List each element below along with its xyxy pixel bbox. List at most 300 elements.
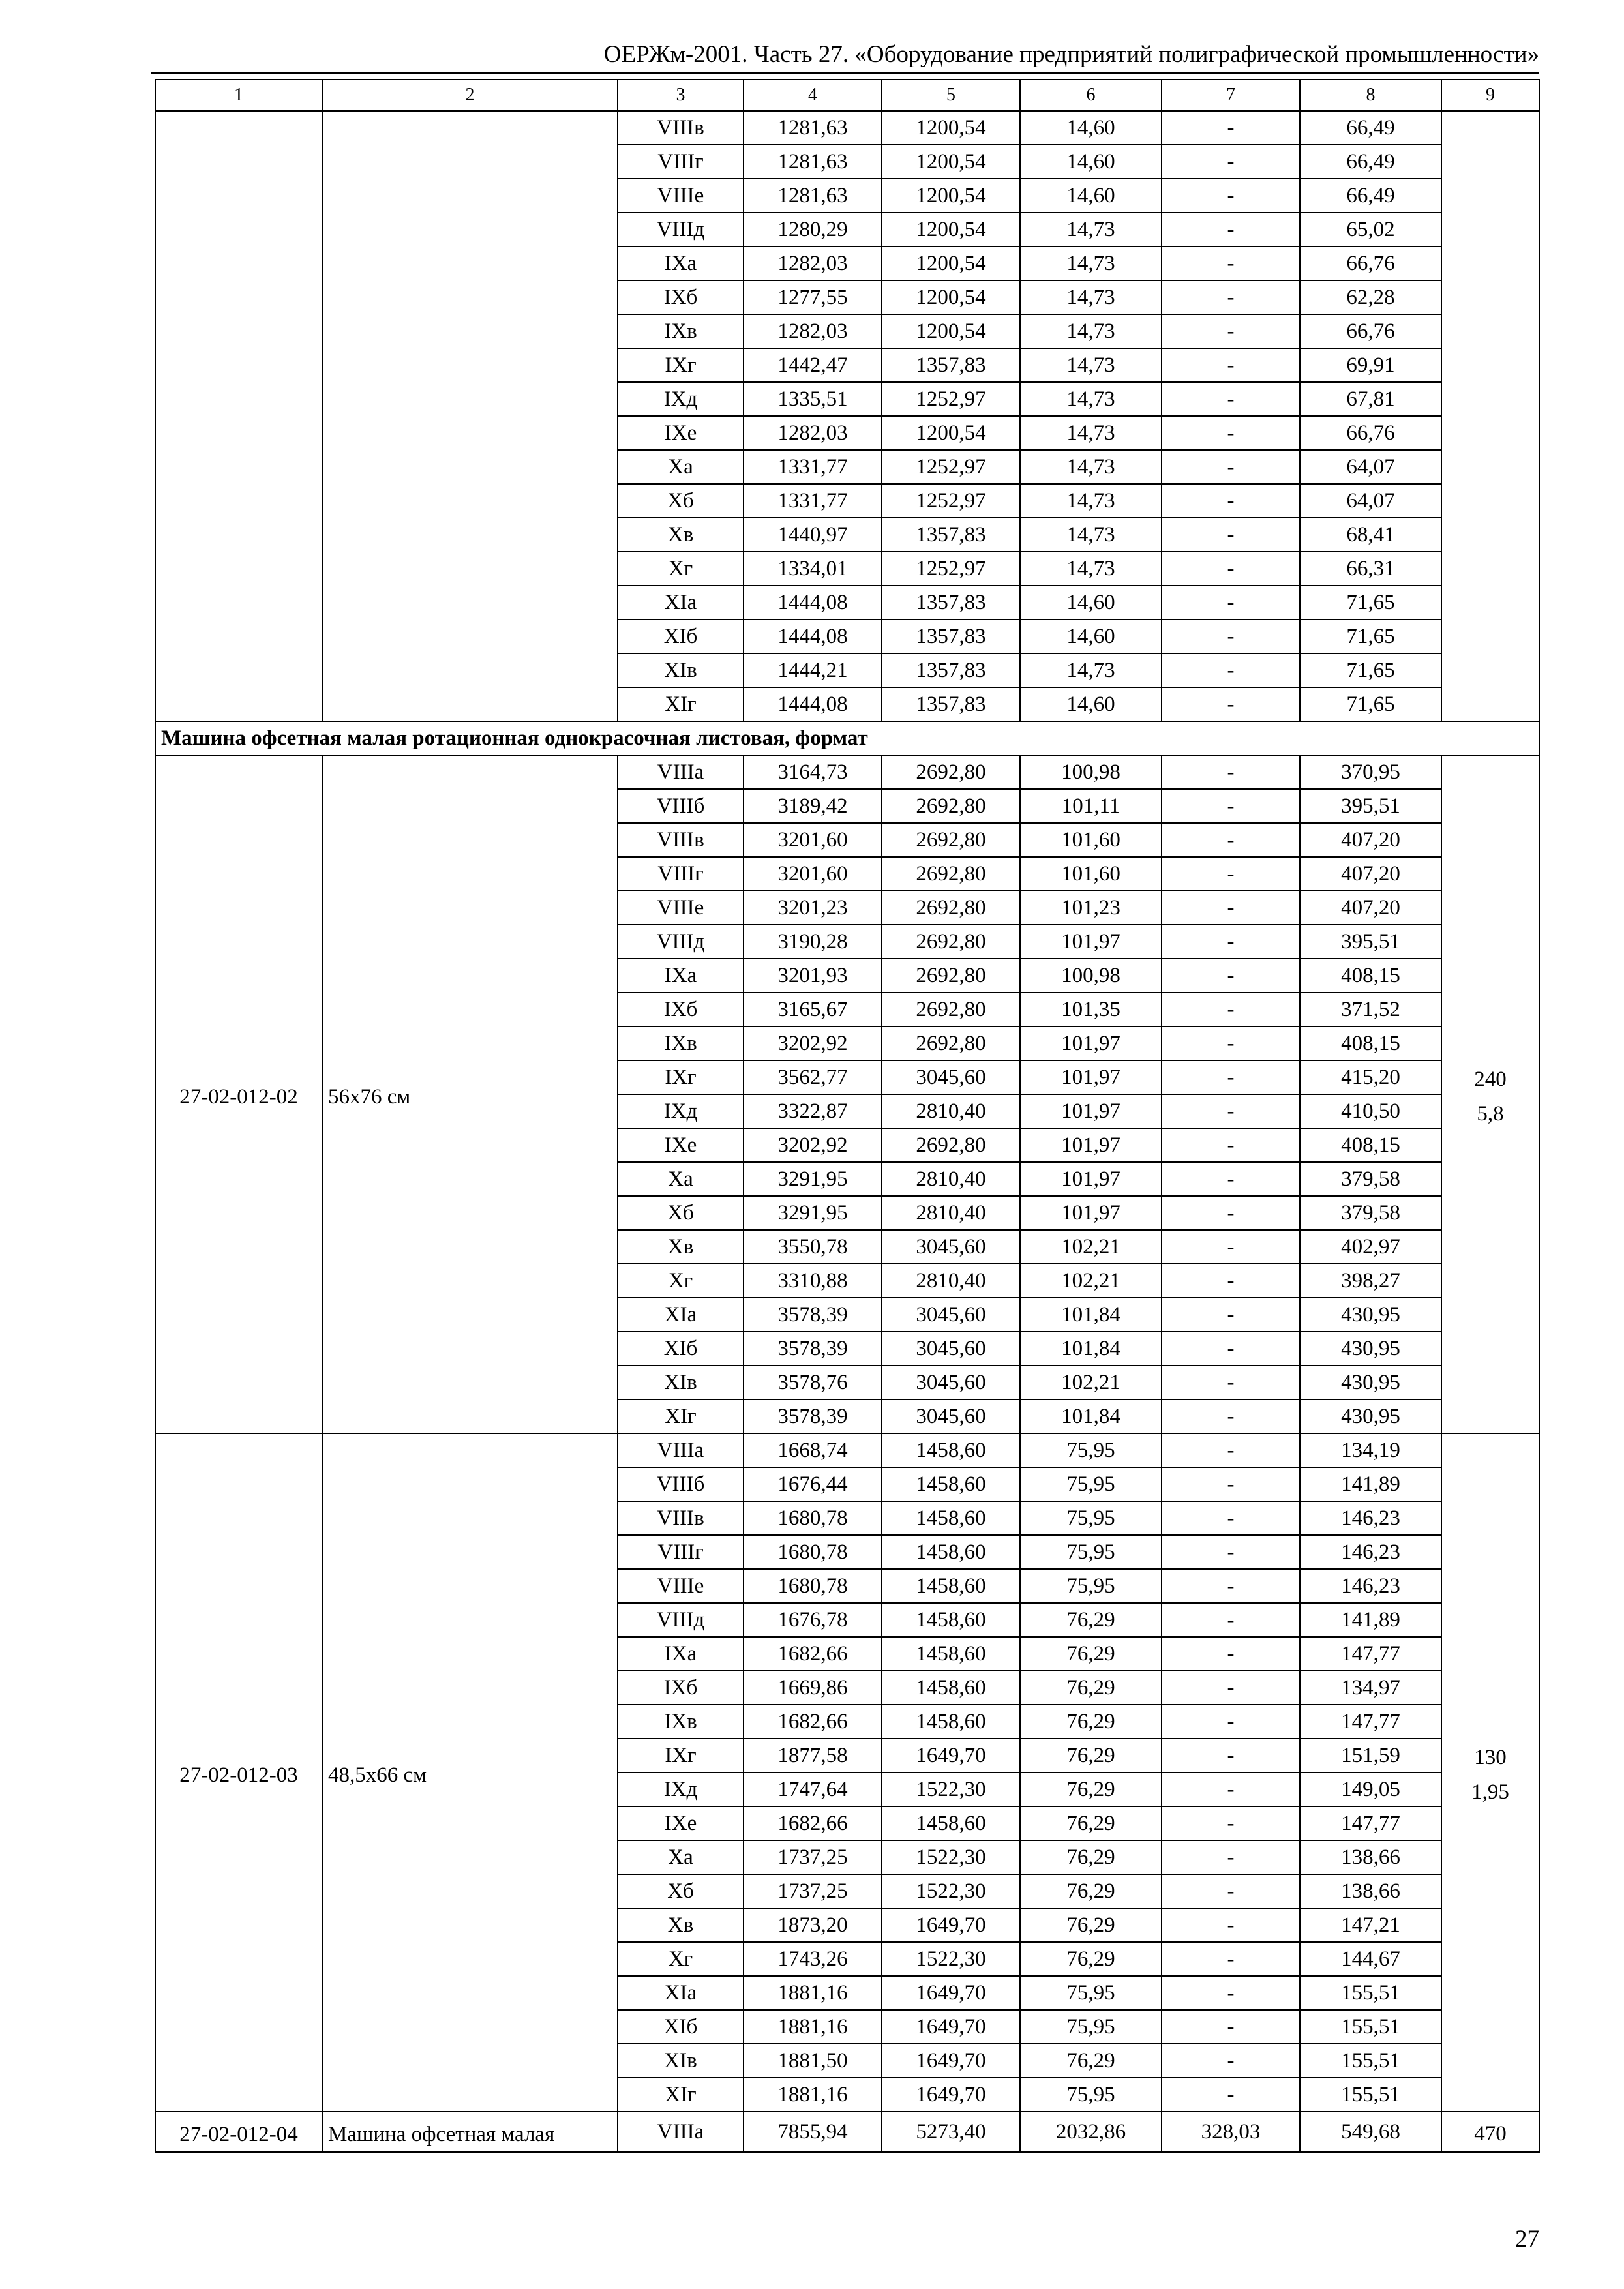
cost-cell: 1440,97 — [744, 518, 882, 552]
zone-code: XIв — [618, 1366, 744, 1399]
zone-code: Xа — [618, 450, 744, 484]
cost-cell: 66,76 — [1300, 247, 1441, 280]
cost-cell: 101,60 — [1020, 857, 1162, 891]
cost-cell: 141,89 — [1300, 1603, 1441, 1637]
cost-cell: 2692,80 — [882, 993, 1020, 1026]
table-row — [155, 2112, 1539, 2152]
zone-code: IXд — [618, 1094, 744, 1128]
cost-cell: 3322,87 — [744, 1094, 882, 1128]
cost-cell: - — [1162, 1399, 1300, 1433]
cost-cell: 407,20 — [1300, 823, 1441, 857]
cost-cell: 69,91 — [1300, 348, 1441, 382]
zone-code: VIIIб — [618, 1467, 744, 1501]
cost-cell: 1649,70 — [882, 2010, 1020, 2044]
zone-code: IXг — [618, 1739, 744, 1773]
zone-code: XIб — [618, 1332, 744, 1366]
cost-cell: 14,60 — [1020, 687, 1162, 721]
cost-cell: 3045,60 — [882, 1060, 1020, 1094]
cost-cell: - — [1162, 1773, 1300, 1806]
rate-description: 48,5х66 см — [322, 1433, 618, 2112]
cost-cell: 3165,67 — [744, 993, 882, 1026]
zone-code: VIIIд — [618, 1603, 744, 1637]
cost-cell: 3164,73 — [744, 755, 882, 789]
zone-code: IXа — [618, 959, 744, 993]
cost-cell: 379,58 — [1300, 1162, 1441, 1196]
zone-code: VIIIг — [618, 857, 744, 891]
zone-code: IXа — [618, 1637, 744, 1671]
cost-cell: 408,15 — [1300, 1026, 1441, 1060]
cost-cell: 328,03 — [1162, 2112, 1300, 2152]
cost-cell: 1458,60 — [882, 1671, 1020, 1705]
zone-code: VIIIв — [618, 823, 744, 857]
cost-cell: 410,50 — [1300, 1094, 1441, 1128]
cost-cell: 66,49 — [1300, 179, 1441, 213]
cost-cell: 3550,78 — [744, 1230, 882, 1264]
cost-cell: - — [1162, 484, 1300, 518]
extra-value: 5,8 — [1477, 1101, 1504, 1126]
cost-cell: 1737,25 — [744, 1874, 882, 1908]
zone-code: XIб — [618, 620, 744, 653]
cost-cell: 3562,77 — [744, 1060, 882, 1094]
cost-cell: 3310,88 — [744, 1264, 882, 1298]
zone-code: VIIIд — [618, 925, 744, 959]
zone-code: VIIIв — [618, 1501, 744, 1535]
cost-cell: 1252,97 — [882, 382, 1020, 416]
cost-cell: 1649,70 — [882, 1908, 1020, 1942]
cost-cell: 2692,80 — [882, 755, 1020, 789]
cost-cell: 14,73 — [1020, 213, 1162, 247]
cost-cell: 147,77 — [1300, 1806, 1441, 1840]
zone-code: Xв — [618, 1230, 744, 1264]
cost-cell: - — [1162, 1806, 1300, 1840]
cost-cell: 1881,50 — [744, 2044, 882, 2078]
cost-cell: 3045,60 — [882, 1399, 1020, 1433]
cost-cell: 1458,60 — [882, 1433, 1020, 1467]
cost-cell: 3202,92 — [744, 1128, 882, 1162]
cost-cell: 2692,80 — [882, 857, 1020, 891]
zone-code: Xв — [618, 518, 744, 552]
cost-cell: 75,95 — [1020, 2010, 1162, 2044]
column-number: 9 — [1441, 80, 1539, 111]
zone-code: IXе — [618, 1128, 744, 1162]
cost-cell: - — [1162, 314, 1300, 348]
cost-cell: 14,73 — [1020, 314, 1162, 348]
zone-code: IXе — [618, 1806, 744, 1840]
cost-cell: 2692,80 — [882, 789, 1020, 823]
cost-cell: 155,51 — [1300, 2044, 1441, 2078]
cost-cell: 101,35 — [1020, 993, 1162, 1026]
cost-cell: 1200,54 — [882, 213, 1020, 247]
cost-cell: 1649,70 — [882, 2078, 1020, 2112]
cost-cell: 1649,70 — [882, 1739, 1020, 1773]
zone-code: XIв — [618, 653, 744, 687]
cost-cell: 3190,28 — [744, 925, 882, 959]
cost-cell: 1357,83 — [882, 620, 1020, 653]
cost-cell: - — [1162, 1366, 1300, 1399]
cost-cell: 102,21 — [1020, 1230, 1162, 1264]
cost-cell: 3578,39 — [744, 1332, 882, 1366]
cost-cell: 75,95 — [1020, 1433, 1162, 1467]
cost-cell: 1357,83 — [882, 586, 1020, 620]
cost-cell: - — [1162, 1535, 1300, 1569]
cost-cell: 1200,54 — [882, 416, 1020, 450]
zone-code: IXа — [618, 247, 744, 280]
cost-cell: - — [1162, 1671, 1300, 1705]
cost-cell: 138,66 — [1300, 1840, 1441, 1874]
cost-cell: 151,59 — [1300, 1739, 1441, 1773]
cost-cell: 101,11 — [1020, 789, 1162, 823]
zone-code: IXв — [618, 1705, 744, 1739]
cost-cell: 1458,60 — [882, 1637, 1020, 1671]
cost-cell: 14,73 — [1020, 653, 1162, 687]
cost-cell: - — [1162, 213, 1300, 247]
rate-code: 27-02-012-04 — [155, 2112, 322, 2152]
cost-cell: 1877,58 — [744, 1739, 882, 1773]
cost-cell: 1444,08 — [744, 586, 882, 620]
table-row — [155, 111, 1539, 145]
cost-cell: 1522,30 — [882, 1840, 1020, 1874]
cost-cell: 407,20 — [1300, 857, 1441, 891]
column-number: 8 — [1300, 80, 1441, 111]
cost-cell: - — [1162, 1840, 1300, 1874]
cost-cell: 101,97 — [1020, 1162, 1162, 1196]
cost-cell: 71,65 — [1300, 586, 1441, 620]
cost-cell: 101,97 — [1020, 1026, 1162, 1060]
cost-cell: 101,97 — [1020, 1128, 1162, 1162]
rate-code — [155, 111, 322, 721]
cost-cell: 75,95 — [1020, 1569, 1162, 1603]
cost-cell: 155,51 — [1300, 2078, 1441, 2112]
cost-cell: 2810,40 — [882, 1264, 1020, 1298]
zone-code: VIIIв — [618, 111, 744, 145]
cost-cell: 371,52 — [1300, 993, 1441, 1026]
cost-cell: - — [1162, 586, 1300, 620]
zone-code: VIIIг — [618, 1535, 744, 1569]
cost-cell: 402,97 — [1300, 1230, 1441, 1264]
cost-cell: 395,51 — [1300, 925, 1441, 959]
cost-cell: - — [1162, 1874, 1300, 1908]
zone-code: XIг — [618, 2078, 744, 2112]
cost-cell: 76,29 — [1020, 1840, 1162, 1874]
cost-cell: 14,73 — [1020, 518, 1162, 552]
cost-cell: 1200,54 — [882, 247, 1020, 280]
cost-cell: 7855,94 — [744, 2112, 882, 2152]
cost-cell: 76,29 — [1020, 1942, 1162, 1976]
zone-code: VIIIд — [618, 213, 744, 247]
cost-cell: - — [1162, 1501, 1300, 1535]
cost-cell: 66,76 — [1300, 416, 1441, 450]
cost-cell: 2810,40 — [882, 1094, 1020, 1128]
zone-code: XIв — [618, 2044, 744, 2078]
cost-cell: 68,41 — [1300, 518, 1441, 552]
cost-cell: - — [1162, 1162, 1300, 1196]
cost-cell: 398,27 — [1300, 1264, 1441, 1298]
cost-cell: 149,05 — [1300, 1773, 1441, 1806]
cost-cell: - — [1162, 518, 1300, 552]
cost-cell: 144,67 — [1300, 1942, 1441, 1976]
cost-cell: 5273,40 — [882, 2112, 1020, 2152]
zone-code: IXд — [618, 1773, 744, 1806]
page-number: 27 — [1515, 2226, 1539, 2252]
cost-cell: - — [1162, 280, 1300, 314]
cost-cell: 1458,60 — [882, 1806, 1020, 1840]
extra-value: 470 — [1474, 2122, 1507, 2146]
cost-cell: 3201,60 — [744, 857, 882, 891]
cost-cell: 101,97 — [1020, 925, 1162, 959]
cost-cell: 1682,66 — [744, 1806, 882, 1840]
cost-cell: - — [1162, 1196, 1300, 1230]
cost-cell: 138,66 — [1300, 1874, 1441, 1908]
cost-cell: 101,23 — [1020, 891, 1162, 925]
cost-cell: 3202,92 — [744, 1026, 882, 1060]
cost-cell: - — [1162, 1569, 1300, 1603]
cost-cell: 67,81 — [1300, 382, 1441, 416]
cost-cell: 2692,80 — [882, 891, 1020, 925]
cost-cell: 14,60 — [1020, 179, 1162, 213]
rate-description: 56х76 см — [322, 755, 618, 1433]
cost-cell: 155,51 — [1300, 2010, 1441, 2044]
cost-cell: - — [1162, 348, 1300, 382]
cost-cell: 2692,80 — [882, 1026, 1020, 1060]
cost-cell: 1331,77 — [744, 450, 882, 484]
cost-cell: - — [1162, 1739, 1300, 1773]
cost-cell: 64,07 — [1300, 450, 1441, 484]
cost-cell: - — [1162, 1128, 1300, 1162]
cost-cell: 1281,63 — [744, 111, 882, 145]
zone-code: XIа — [618, 1976, 744, 2010]
table-row — [155, 1433, 1539, 1467]
cost-cell: 71,65 — [1300, 620, 1441, 653]
cost-cell: 2692,80 — [882, 925, 1020, 959]
price-table-body — [155, 80, 1539, 2152]
extra-values — [1441, 1433, 1539, 2112]
cost-cell: 75,95 — [1020, 1467, 1162, 1501]
cost-cell: 66,76 — [1300, 314, 1441, 348]
column-number: 4 — [744, 80, 882, 111]
cost-cell: 14,73 — [1020, 484, 1162, 518]
cost-cell: 101,84 — [1020, 1298, 1162, 1332]
cost-cell: 1680,78 — [744, 1501, 882, 1535]
cost-cell: 1458,60 — [882, 1467, 1020, 1501]
cost-cell: 1442,47 — [744, 348, 882, 382]
cost-cell: - — [1162, 1637, 1300, 1671]
cost-cell: 3045,60 — [882, 1366, 1020, 1399]
cost-cell: 1282,03 — [744, 416, 882, 450]
cost-cell: - — [1162, 620, 1300, 653]
price-table — [155, 79, 1540, 2153]
cost-cell: - — [1162, 2010, 1300, 2044]
cost-cell: 75,95 — [1020, 1501, 1162, 1535]
zone-code: IXв — [618, 314, 744, 348]
cost-cell: - — [1162, 1230, 1300, 1264]
cost-cell: - — [1162, 1060, 1300, 1094]
cost-cell: 1743,26 — [744, 1942, 882, 1976]
extra-value: 240 — [1474, 1067, 1507, 1091]
cost-cell: 66,31 — [1300, 552, 1441, 586]
cost-cell: 14,60 — [1020, 586, 1162, 620]
cost-cell: - — [1162, 1332, 1300, 1366]
zone-code: VIIIб — [618, 789, 744, 823]
cost-cell: 75,95 — [1020, 2078, 1162, 2112]
zone-code: XIа — [618, 1298, 744, 1332]
rate-description: Машина офсетная малая — [322, 2112, 618, 2152]
column-number: 1 — [155, 80, 322, 111]
cost-cell: - — [1162, 552, 1300, 586]
cost-cell: 430,95 — [1300, 1366, 1441, 1399]
cost-cell: 2692,80 — [882, 1128, 1020, 1162]
cost-cell: 76,29 — [1020, 2044, 1162, 2078]
extra-value: 130 — [1474, 1745, 1507, 1769]
cost-cell: 3291,95 — [744, 1162, 882, 1196]
cost-cell: 76,29 — [1020, 1806, 1162, 1840]
cost-cell: 62,28 — [1300, 280, 1441, 314]
cost-cell: - — [1162, 925, 1300, 959]
cost-cell: 64,07 — [1300, 484, 1441, 518]
cost-cell: 430,95 — [1300, 1332, 1441, 1366]
cost-cell: - — [1162, 1298, 1300, 1332]
extra-values — [1441, 755, 1539, 1433]
cost-cell: 141,89 — [1300, 1467, 1441, 1501]
cost-cell: 1522,30 — [882, 1942, 1020, 1976]
cost-cell: 3201,60 — [744, 823, 882, 857]
cost-cell: 2032,86 — [1020, 2112, 1162, 2152]
cost-cell: 76,29 — [1020, 1773, 1162, 1806]
column-number: 7 — [1162, 80, 1300, 111]
cost-cell: - — [1162, 2044, 1300, 2078]
cost-cell: 1357,83 — [882, 518, 1020, 552]
zone-code: IXд — [618, 382, 744, 416]
cost-cell: 1458,60 — [882, 1535, 1020, 1569]
cost-cell: - — [1162, 1433, 1300, 1467]
cost-cell: 66,49 — [1300, 145, 1441, 179]
cost-cell: - — [1162, 653, 1300, 687]
cost-cell: 1444,08 — [744, 620, 882, 653]
zone-code: Xа — [618, 1840, 744, 1874]
table-row — [155, 755, 1539, 789]
cost-cell: 1357,83 — [882, 687, 1020, 721]
column-number: 2 — [322, 80, 618, 111]
cost-cell: - — [1162, 789, 1300, 823]
cost-cell: 370,95 — [1300, 755, 1441, 789]
cost-cell: 415,20 — [1300, 1060, 1441, 1094]
zone-code: Xг — [618, 1942, 744, 1976]
zone-code: XIа — [618, 586, 744, 620]
cost-cell: 1669,86 — [744, 1671, 882, 1705]
cost-cell: - — [1162, 687, 1300, 721]
cost-cell: 1522,30 — [882, 1874, 1020, 1908]
cost-cell: 1881,16 — [744, 2010, 882, 2044]
cost-cell: 407,20 — [1300, 891, 1441, 925]
cost-cell: 379,58 — [1300, 1196, 1441, 1230]
cost-cell: 3291,95 — [744, 1196, 882, 1230]
cost-cell: - — [1162, 1908, 1300, 1942]
extra-values — [1441, 2112, 1539, 2152]
cost-cell: 1277,55 — [744, 280, 882, 314]
cost-cell: 1252,97 — [882, 484, 1020, 518]
cost-cell: - — [1162, 416, 1300, 450]
cost-cell: 75,95 — [1020, 1535, 1162, 1569]
cost-cell: 76,29 — [1020, 1603, 1162, 1637]
cost-cell: - — [1162, 1942, 1300, 1976]
price-table-container — [155, 79, 1540, 2153]
cost-cell: 1281,63 — [744, 179, 882, 213]
cost-cell: 101,84 — [1020, 1332, 1162, 1366]
cost-cell: - — [1162, 1467, 1300, 1501]
cost-cell: - — [1162, 857, 1300, 891]
cost-cell: 14,73 — [1020, 416, 1162, 450]
cost-cell: 1252,97 — [882, 450, 1020, 484]
cost-cell: - — [1162, 247, 1300, 280]
cost-cell: 1200,54 — [882, 145, 1020, 179]
rate-description — [322, 111, 618, 721]
zone-code: IXб — [618, 993, 744, 1026]
cost-cell: 1444,21 — [744, 653, 882, 687]
cost-cell: 2810,40 — [882, 1196, 1020, 1230]
cost-cell: 2810,40 — [882, 1162, 1020, 1196]
cost-cell: 1282,03 — [744, 247, 882, 280]
zone-code: XIб — [618, 2010, 744, 2044]
cost-cell: 101,60 — [1020, 823, 1162, 857]
cost-cell: - — [1162, 111, 1300, 145]
cost-cell: 100,98 — [1020, 959, 1162, 993]
zone-code: VIIIа — [618, 1433, 744, 1467]
cost-cell: 76,29 — [1020, 1908, 1162, 1942]
cost-cell: 3578,76 — [744, 1366, 882, 1399]
cost-cell: 1335,51 — [744, 382, 882, 416]
cost-cell: - — [1162, 382, 1300, 416]
cost-cell: 134,19 — [1300, 1433, 1441, 1467]
cost-cell: 14,73 — [1020, 382, 1162, 416]
cost-cell: 430,95 — [1300, 1399, 1441, 1433]
cost-cell: 2692,80 — [882, 823, 1020, 857]
zone-code: VIIIе — [618, 1569, 744, 1603]
section-title-row — [155, 721, 1539, 755]
rate-code: 27-02-012-02 — [155, 755, 322, 1433]
zone-code: VIIIе — [618, 891, 744, 925]
zone-code: IXб — [618, 1671, 744, 1705]
zone-code: IXв — [618, 1026, 744, 1060]
cost-cell: 1282,03 — [744, 314, 882, 348]
cost-cell: 1357,83 — [882, 348, 1020, 382]
cost-cell: 1680,78 — [744, 1535, 882, 1569]
cost-cell: 1649,70 — [882, 1976, 1020, 2010]
cost-cell: 1280,29 — [744, 213, 882, 247]
cost-cell: 14,60 — [1020, 145, 1162, 179]
cost-cell: - — [1162, 2078, 1300, 2112]
zone-code: XIг — [618, 1399, 744, 1433]
cost-cell: 76,29 — [1020, 1671, 1162, 1705]
cost-cell: 147,21 — [1300, 1908, 1441, 1942]
cost-cell: 1200,54 — [882, 179, 1020, 213]
cost-cell: - — [1162, 959, 1300, 993]
cost-cell: - — [1162, 993, 1300, 1026]
zone-code: Xб — [618, 1196, 744, 1230]
zone-code: VIIIа — [618, 2112, 744, 2152]
cost-cell: 71,65 — [1300, 687, 1441, 721]
cost-cell: 76,29 — [1020, 1739, 1162, 1773]
cost-cell: 76,29 — [1020, 1637, 1162, 1671]
cost-cell: - — [1162, 1026, 1300, 1060]
rate-code: 27-02-012-03 — [155, 1433, 322, 2112]
cost-cell: 1331,77 — [744, 484, 882, 518]
cost-cell: 134,97 — [1300, 1671, 1441, 1705]
cost-cell: 14,73 — [1020, 247, 1162, 280]
cost-cell: 1357,83 — [882, 653, 1020, 687]
cost-cell: 146,23 — [1300, 1501, 1441, 1535]
zone-code: XIг — [618, 687, 744, 721]
zone-code: VIIIг — [618, 145, 744, 179]
cost-cell: 1458,60 — [882, 1603, 1020, 1637]
